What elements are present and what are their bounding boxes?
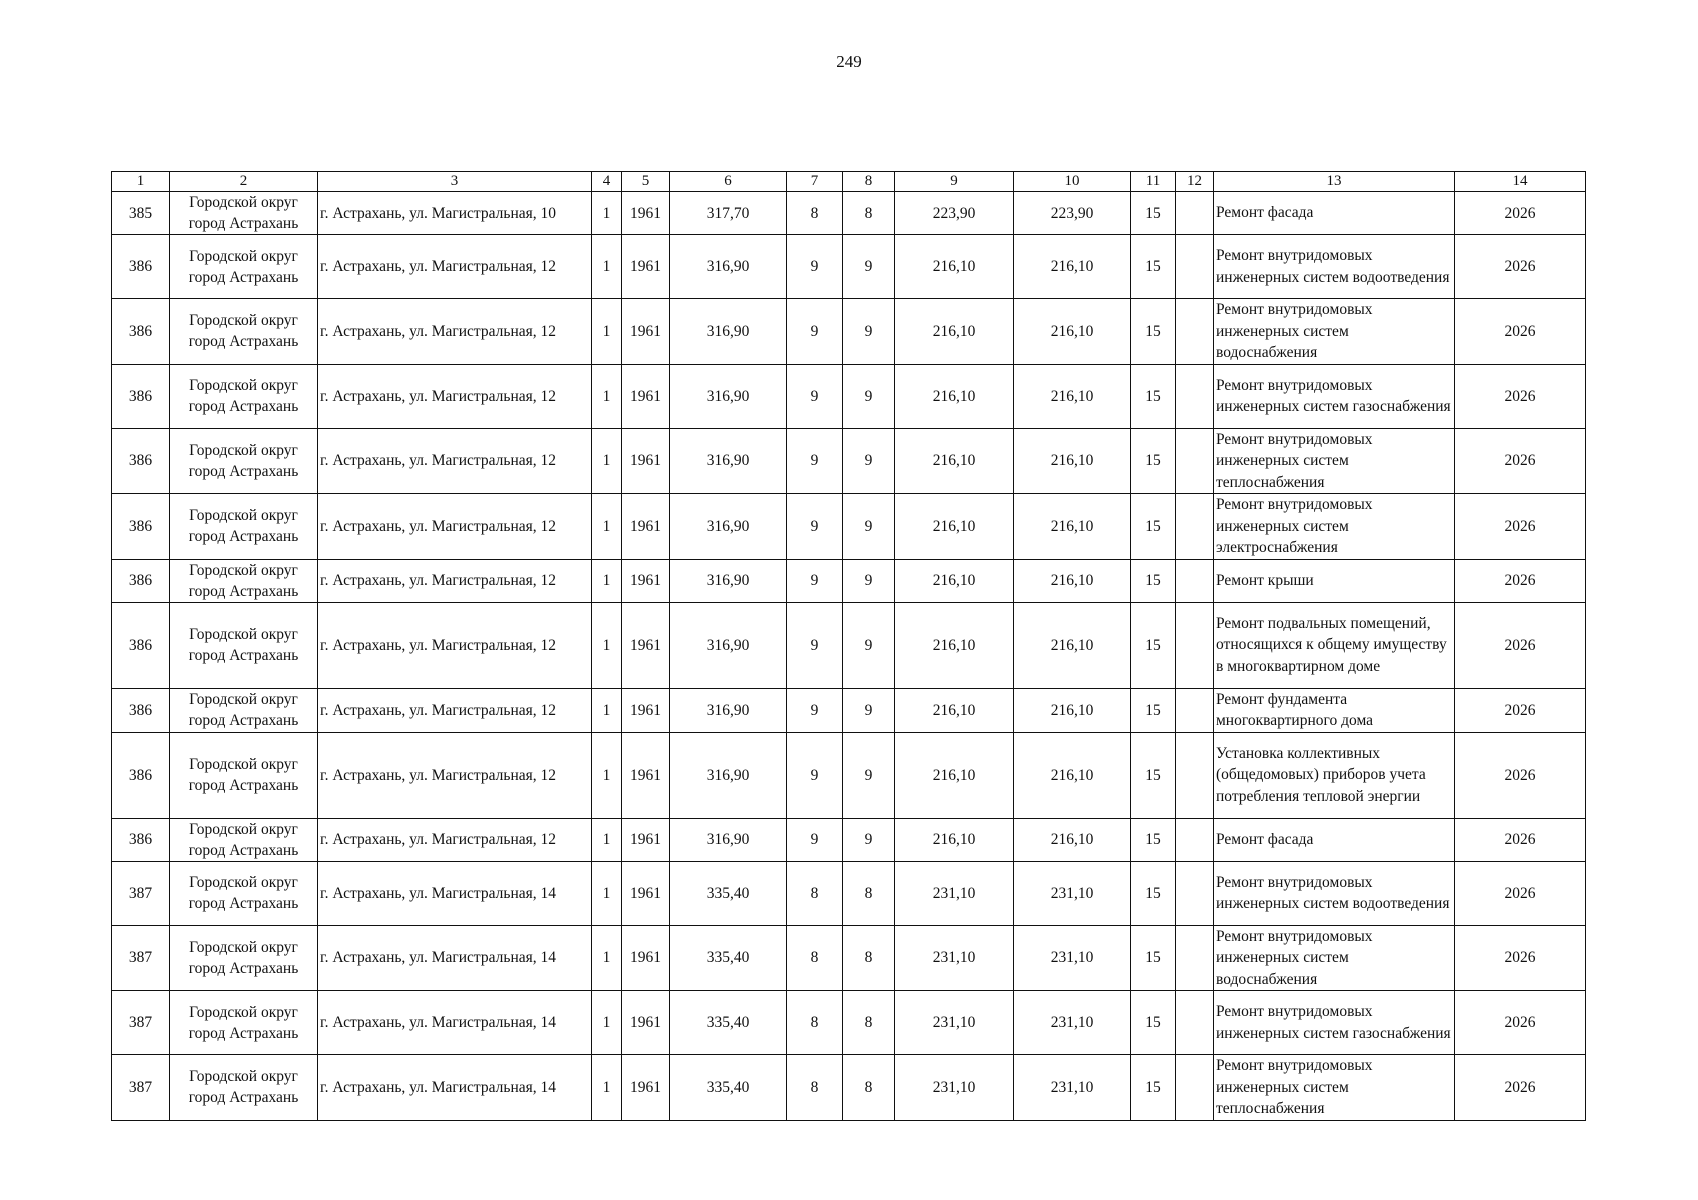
column-12-cell bbox=[1176, 192, 1214, 235]
table-row bbox=[112, 818, 1586, 861]
column-10-area-cell: 216,10 bbox=[1014, 602, 1131, 688]
table-row bbox=[112, 1055, 1586, 1121]
municipality-cell: Городской округ город Астрахань bbox=[170, 494, 318, 560]
column-12-cell bbox=[1176, 925, 1214, 991]
object-number-cell: 387 bbox=[112, 991, 170, 1055]
column-8-cell: 9 bbox=[843, 235, 895, 299]
year-built-cell: 1961 bbox=[622, 1055, 670, 1121]
column-12-cell bbox=[1176, 732, 1214, 818]
address-cell: г. Астрахань, ул. Магистральная, 12 bbox=[318, 688, 592, 732]
municipality-cell: Городской округ город Астрахань bbox=[170, 299, 318, 365]
column-7-cell: 8 bbox=[787, 861, 843, 925]
municipality-cell: Городской округ город Астрахань bbox=[170, 1055, 318, 1121]
column-8-cell: 8 bbox=[843, 861, 895, 925]
column-7-cell: 8 bbox=[787, 991, 843, 1055]
total-area-cell: 316,90 bbox=[670, 688, 787, 732]
column-9-area-cell: 216,10 bbox=[895, 732, 1014, 818]
column-12-cell bbox=[1176, 235, 1214, 299]
table-row bbox=[112, 192, 1586, 235]
address-cell: г. Астрахань, ул. Магистральная, 14 bbox=[318, 1055, 592, 1121]
municipality-cell: Городской округ город Астрахань bbox=[170, 428, 318, 494]
year-built-cell: 1961 bbox=[622, 818, 670, 861]
column-9-area-cell: 231,10 bbox=[895, 1055, 1014, 1121]
column-9-area-cell: 231,10 bbox=[895, 861, 1014, 925]
planned-year-cell: 2026 bbox=[1455, 364, 1586, 428]
object-number-cell: 386 bbox=[112, 364, 170, 428]
object-number-cell: 386 bbox=[112, 602, 170, 688]
column-12-cell bbox=[1176, 364, 1214, 428]
address-cell: г. Астрахань, ул. Магистральная, 14 bbox=[318, 925, 592, 991]
column-12-cell bbox=[1176, 428, 1214, 494]
register-table bbox=[111, 171, 1586, 1121]
column-8-cell: 8 bbox=[843, 192, 895, 235]
column-11-cell: 15 bbox=[1131, 861, 1176, 925]
column-12-cell bbox=[1176, 688, 1214, 732]
column-4-cell: 1 bbox=[592, 299, 622, 365]
municipality-cell: Городской округ город Астрахань bbox=[170, 559, 318, 602]
table-row bbox=[112, 364, 1586, 428]
column-8-cell: 8 bbox=[843, 1055, 895, 1121]
column-12-cell bbox=[1176, 991, 1214, 1055]
work-type-cell: Ремонт внутридомовых инженерных систем электроснабжения bbox=[1214, 494, 1455, 560]
column-9-area-cell: 216,10 bbox=[895, 818, 1014, 861]
total-area-cell: 316,90 bbox=[670, 732, 787, 818]
address-cell: г. Астрахань, ул. Магистральная, 14 bbox=[318, 991, 592, 1055]
table-row bbox=[112, 688, 1586, 732]
column-7-cell: 8 bbox=[787, 192, 843, 235]
column-header: 5 bbox=[622, 172, 670, 192]
total-area-cell: 316,90 bbox=[670, 818, 787, 861]
column-8-cell: 9 bbox=[843, 364, 895, 428]
planned-year-cell: 2026 bbox=[1455, 688, 1586, 732]
year-built-cell: 1961 bbox=[622, 688, 670, 732]
total-area-cell: 317,70 bbox=[670, 192, 787, 235]
total-area-cell: 316,90 bbox=[670, 602, 787, 688]
column-header: 6 bbox=[670, 172, 787, 192]
column-12-cell bbox=[1176, 602, 1214, 688]
municipality-cell: Городской округ город Астрахань bbox=[170, 925, 318, 991]
total-area-cell: 335,40 bbox=[670, 861, 787, 925]
year-built-cell: 1961 bbox=[622, 861, 670, 925]
column-10-area-cell: 216,10 bbox=[1014, 235, 1131, 299]
year-built-cell: 1961 bbox=[622, 991, 670, 1055]
column-11-cell: 15 bbox=[1131, 235, 1176, 299]
object-number-cell: 386 bbox=[112, 818, 170, 861]
planned-year-cell: 2026 bbox=[1455, 602, 1586, 688]
total-area-cell: 316,90 bbox=[670, 559, 787, 602]
total-area-cell: 316,90 bbox=[670, 364, 787, 428]
table-row bbox=[112, 991, 1586, 1055]
column-9-area-cell: 216,10 bbox=[895, 602, 1014, 688]
address-cell: г. Астрахань, ул. Магистральная, 12 bbox=[318, 818, 592, 861]
column-4-cell: 1 bbox=[592, 428, 622, 494]
planned-year-cell: 2026 bbox=[1455, 1055, 1586, 1121]
municipality-cell: Городской округ город Астрахань bbox=[170, 602, 318, 688]
column-7-cell: 9 bbox=[787, 818, 843, 861]
column-12-cell bbox=[1176, 299, 1214, 365]
column-header: 8 bbox=[843, 172, 895, 192]
column-10-area-cell: 231,10 bbox=[1014, 925, 1131, 991]
table-row bbox=[112, 925, 1586, 991]
year-built-cell: 1961 bbox=[622, 235, 670, 299]
column-11-cell: 15 bbox=[1131, 818, 1176, 861]
column-11-cell: 15 bbox=[1131, 364, 1176, 428]
work-type-cell: Ремонт внутридомовых инженерных систем водоснабжения bbox=[1214, 299, 1455, 365]
column-header: 10 bbox=[1014, 172, 1131, 192]
table-row bbox=[112, 428, 1586, 494]
municipality-cell: Городской округ город Астрахань bbox=[170, 818, 318, 861]
column-9-area-cell: 231,10 bbox=[895, 991, 1014, 1055]
column-11-cell: 15 bbox=[1131, 494, 1176, 560]
column-4-cell: 1 bbox=[592, 494, 622, 560]
column-9-area-cell: 216,10 bbox=[895, 428, 1014, 494]
total-area-cell: 316,90 bbox=[670, 235, 787, 299]
work-type-cell: Ремонт фундамента многоквартирного дома bbox=[1214, 688, 1455, 732]
column-12-cell bbox=[1176, 1055, 1214, 1121]
work-type-cell: Ремонт фасада bbox=[1214, 192, 1455, 235]
year-built-cell: 1961 bbox=[622, 602, 670, 688]
table-header bbox=[112, 172, 1586, 192]
planned-year-cell: 2026 bbox=[1455, 818, 1586, 861]
table-row bbox=[112, 602, 1586, 688]
year-built-cell: 1961 bbox=[622, 192, 670, 235]
planned-year-cell: 2026 bbox=[1455, 192, 1586, 235]
column-9-area-cell: 216,10 bbox=[895, 559, 1014, 602]
planned-year-cell: 2026 bbox=[1455, 861, 1586, 925]
column-11-cell: 15 bbox=[1131, 428, 1176, 494]
column-header: 9 bbox=[895, 172, 1014, 192]
address-cell: г. Астрахань, ул. Магистральная, 12 bbox=[318, 364, 592, 428]
table-body bbox=[112, 192, 1586, 1121]
municipality-cell: Городской округ город Астрахань bbox=[170, 991, 318, 1055]
work-type-cell: Ремонт внутридомовых инженерных систем теплоснабжения bbox=[1214, 428, 1455, 494]
column-11-cell: 15 bbox=[1131, 602, 1176, 688]
column-10-area-cell: 216,10 bbox=[1014, 494, 1131, 560]
column-7-cell: 9 bbox=[787, 428, 843, 494]
address-cell: г. Астрахань, ул. Магистральная, 10 bbox=[318, 192, 592, 235]
object-number-cell: 386 bbox=[112, 559, 170, 602]
municipality-cell: Городской округ город Астрахань bbox=[170, 688, 318, 732]
planned-year-cell: 2026 bbox=[1455, 732, 1586, 818]
column-8-cell: 9 bbox=[843, 732, 895, 818]
column-10-area-cell: 216,10 bbox=[1014, 299, 1131, 365]
year-built-cell: 1961 bbox=[622, 494, 670, 560]
work-type-cell: Ремонт внутридомовых инженерных систем теплоснабжения bbox=[1214, 1055, 1455, 1121]
column-9-area-cell: 216,10 bbox=[895, 235, 1014, 299]
column-header: 4 bbox=[592, 172, 622, 192]
column-header: 13 bbox=[1214, 172, 1455, 192]
column-10-area-cell: 231,10 bbox=[1014, 1055, 1131, 1121]
object-number-cell: 386 bbox=[112, 299, 170, 365]
work-type-cell: Ремонт фасада bbox=[1214, 818, 1455, 861]
column-8-cell: 9 bbox=[843, 494, 895, 560]
column-4-cell: 1 bbox=[592, 602, 622, 688]
municipality-cell: Городской округ город Астрахань bbox=[170, 192, 318, 235]
work-type-cell: Ремонт крыши bbox=[1214, 559, 1455, 602]
work-type-cell: Ремонт подвальных помещений, относящихся к общему имуществу в многоквартирном доме bbox=[1214, 602, 1455, 688]
table-row bbox=[112, 235, 1586, 299]
column-10-area-cell: 223,90 bbox=[1014, 192, 1131, 235]
column-header: 7 bbox=[787, 172, 843, 192]
column-11-cell: 15 bbox=[1131, 299, 1176, 365]
column-4-cell: 1 bbox=[592, 1055, 622, 1121]
municipality-cell: Городской округ город Астрахань bbox=[170, 861, 318, 925]
column-9-area-cell: 231,10 bbox=[895, 925, 1014, 991]
work-type-cell: Ремонт внутридомовых инженерных систем водоотведения bbox=[1214, 235, 1455, 299]
column-11-cell: 15 bbox=[1131, 732, 1176, 818]
total-area-cell: 316,90 bbox=[670, 494, 787, 560]
column-10-area-cell: 231,10 bbox=[1014, 991, 1131, 1055]
column-4-cell: 1 bbox=[592, 818, 622, 861]
column-8-cell: 9 bbox=[843, 688, 895, 732]
column-7-cell: 9 bbox=[787, 688, 843, 732]
object-number-cell: 385 bbox=[112, 192, 170, 235]
table-row bbox=[112, 299, 1586, 365]
column-4-cell: 1 bbox=[592, 688, 622, 732]
column-8-cell: 8 bbox=[843, 991, 895, 1055]
address-cell: г. Астрахань, ул. Магистральная, 12 bbox=[318, 428, 592, 494]
column-10-area-cell: 216,10 bbox=[1014, 428, 1131, 494]
column-10-area-cell: 216,10 bbox=[1014, 732, 1131, 818]
column-7-cell: 9 bbox=[787, 299, 843, 365]
object-number-cell: 387 bbox=[112, 1055, 170, 1121]
column-11-cell: 15 bbox=[1131, 688, 1176, 732]
column-4-cell: 1 bbox=[592, 732, 622, 818]
address-cell: г. Астрахань, ул. Магистральная, 12 bbox=[318, 732, 592, 818]
total-area-cell: 316,90 bbox=[670, 428, 787, 494]
column-header: 14 bbox=[1455, 172, 1586, 192]
column-12-cell bbox=[1176, 494, 1214, 560]
column-8-cell: 9 bbox=[843, 818, 895, 861]
object-number-cell: 386 bbox=[112, 494, 170, 560]
municipality-cell: Городской округ город Астрахань bbox=[170, 732, 318, 818]
column-12-cell bbox=[1176, 818, 1214, 861]
work-type-cell: Ремонт внутридомовых инженерных систем газоснабжения bbox=[1214, 364, 1455, 428]
address-cell: г. Астрахань, ул. Магистральная, 12 bbox=[318, 235, 592, 299]
planned-year-cell: 2026 bbox=[1455, 559, 1586, 602]
address-cell: г. Астрахань, ул. Магистральная, 14 bbox=[318, 861, 592, 925]
column-7-cell: 9 bbox=[787, 732, 843, 818]
column-4-cell: 1 bbox=[592, 861, 622, 925]
column-8-cell: 9 bbox=[843, 559, 895, 602]
column-7-cell: 8 bbox=[787, 925, 843, 991]
year-built-cell: 1961 bbox=[622, 364, 670, 428]
column-10-area-cell: 231,10 bbox=[1014, 861, 1131, 925]
year-built-cell: 1961 bbox=[622, 732, 670, 818]
column-12-cell bbox=[1176, 559, 1214, 602]
column-8-cell: 9 bbox=[843, 428, 895, 494]
column-11-cell: 15 bbox=[1131, 1055, 1176, 1121]
planned-year-cell: 2026 bbox=[1455, 235, 1586, 299]
planned-year-cell: 2026 bbox=[1455, 925, 1586, 991]
column-9-area-cell: 223,90 bbox=[895, 192, 1014, 235]
column-header: 1 bbox=[112, 172, 170, 192]
column-11-cell: 15 bbox=[1131, 559, 1176, 602]
column-11-cell: 15 bbox=[1131, 192, 1176, 235]
year-built-cell: 1961 bbox=[622, 559, 670, 602]
header-row bbox=[112, 172, 1586, 192]
page-number: 249 bbox=[836, 52, 862, 71]
column-10-area-cell: 216,10 bbox=[1014, 688, 1131, 732]
column-7-cell: 9 bbox=[787, 235, 843, 299]
table-row bbox=[112, 494, 1586, 560]
column-9-area-cell: 216,10 bbox=[895, 494, 1014, 560]
column-7-cell: 9 bbox=[787, 364, 843, 428]
column-header: 12 bbox=[1176, 172, 1214, 192]
municipality-cell: Городской округ город Астрахань bbox=[170, 235, 318, 299]
year-built-cell: 1961 bbox=[622, 299, 670, 365]
address-cell: г. Астрахань, ул. Магистральная, 12 bbox=[318, 299, 592, 365]
object-number-cell: 386 bbox=[112, 235, 170, 299]
column-10-area-cell: 216,10 bbox=[1014, 559, 1131, 602]
total-area-cell: 335,40 bbox=[670, 1055, 787, 1121]
column-4-cell: 1 bbox=[592, 925, 622, 991]
table-row bbox=[112, 732, 1586, 818]
column-7-cell: 9 bbox=[787, 602, 843, 688]
object-number-cell: 386 bbox=[112, 688, 170, 732]
planned-year-cell: 2026 bbox=[1455, 494, 1586, 560]
column-7-cell: 9 bbox=[787, 559, 843, 602]
year-built-cell: 1961 bbox=[622, 925, 670, 991]
column-10-area-cell: 216,10 bbox=[1014, 818, 1131, 861]
address-cell: г. Астрахань, ул. Магистральная, 12 bbox=[318, 602, 592, 688]
column-header: 2 bbox=[170, 172, 318, 192]
column-8-cell: 9 bbox=[843, 299, 895, 365]
column-7-cell: 9 bbox=[787, 494, 843, 560]
work-type-cell: Ремонт внутридомовых инженерных систем водоснабжения bbox=[1214, 925, 1455, 991]
column-12-cell bbox=[1176, 861, 1214, 925]
work-type-cell: Установка коллективных (общедомовых) приборов учета потребления тепловой энергии bbox=[1214, 732, 1455, 818]
planned-year-cell: 2026 bbox=[1455, 428, 1586, 494]
column-9-area-cell: 216,10 bbox=[895, 688, 1014, 732]
table-row bbox=[112, 861, 1586, 925]
table-row bbox=[112, 559, 1586, 602]
column-10-area-cell: 216,10 bbox=[1014, 364, 1131, 428]
total-area-cell: 335,40 bbox=[670, 991, 787, 1055]
column-header: 11 bbox=[1131, 172, 1176, 192]
object-number-cell: 386 bbox=[112, 428, 170, 494]
column-4-cell: 1 bbox=[592, 192, 622, 235]
column-11-cell: 15 bbox=[1131, 991, 1176, 1055]
column-8-cell: 8 bbox=[843, 925, 895, 991]
object-number-cell: 387 bbox=[112, 925, 170, 991]
column-9-area-cell: 216,10 bbox=[895, 364, 1014, 428]
total-area-cell: 335,40 bbox=[670, 925, 787, 991]
column-header: 3 bbox=[318, 172, 592, 192]
address-cell: г. Астрахань, ул. Магистральная, 12 bbox=[318, 559, 592, 602]
total-area-cell: 316,90 bbox=[670, 299, 787, 365]
column-4-cell: 1 bbox=[592, 235, 622, 299]
object-number-cell: 387 bbox=[112, 861, 170, 925]
municipality-cell: Городской округ город Астрахань bbox=[170, 364, 318, 428]
column-7-cell: 8 bbox=[787, 1055, 843, 1121]
column-11-cell: 15 bbox=[1131, 925, 1176, 991]
object-number-cell: 386 bbox=[112, 732, 170, 818]
planned-year-cell: 2026 bbox=[1455, 299, 1586, 365]
work-type-cell: Ремонт внутридомовых инженерных систем водоотведения bbox=[1214, 861, 1455, 925]
column-4-cell: 1 bbox=[592, 559, 622, 602]
column-4-cell: 1 bbox=[592, 364, 622, 428]
column-8-cell: 9 bbox=[843, 602, 895, 688]
work-type-cell: Ремонт внутридомовых инженерных систем газоснабжения bbox=[1214, 991, 1455, 1055]
column-9-area-cell: 216,10 bbox=[895, 299, 1014, 365]
planned-year-cell: 2026 bbox=[1455, 991, 1586, 1055]
address-cell: г. Астрахань, ул. Магистральная, 12 bbox=[318, 494, 592, 560]
year-built-cell: 1961 bbox=[622, 428, 670, 494]
column-4-cell: 1 bbox=[592, 991, 622, 1055]
